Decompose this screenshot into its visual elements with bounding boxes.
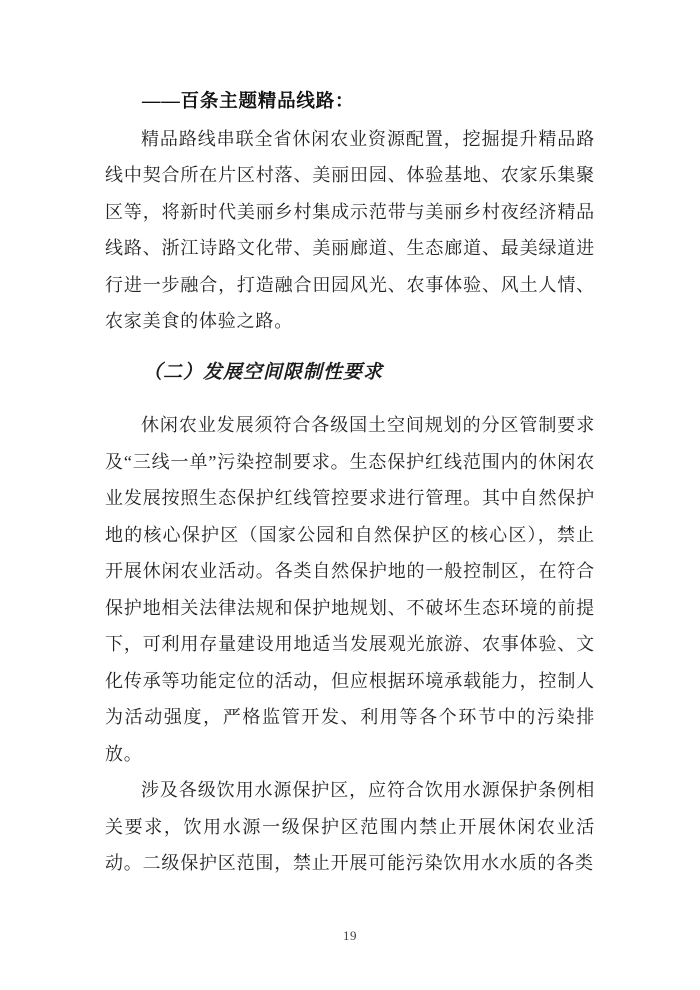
paragraph-water-source: 涉及各级饮用水源保护区，应符合饮用水源保护条例相关要求，饮用水源一级保护区范围内禁止开展休闲农业活动。二级保护区范围，禁止开展可能污染饮用水水质的各类	[105, 780, 595, 873]
heading-topic-lines: ——百条主题精品线路：	[142, 92, 355, 112]
paragraph-space-limit: 休闲农业发展须符合各级国土空间规划的分区管制要求及“三线一单”污染控制要求。生态保护红线范围内的休闲农业发展按照生态保护红线管控要求进行管理。其中自然保护地的核心保护区（国家公园和自然保护区的核心区），禁止开展休闲农业活动。各类自然保护地的一般控制区，在符合保护地相关法律法规和保护地规划、不破坏生态环境的前提下，可利用存量建设用地适当发展观光旅游、农事体验、文化传承等功能定位的活动，但应根据环境承载能力，控制人为活动强度，严格监管开发、利用等各个环节中的污染排放。	[105, 415, 595, 764]
heading-section-2: （二）发展空间限制性要求	[143, 361, 384, 383]
page-content	[105, 84, 595, 882]
paragraph-topic-lines: 精品路线串联全省休闲农业资源配置，挖掘提升精品路线中契合所在片区村落、美丽田园、体验基地、农家乐集聚区等，将新时代美丽乡村集成示范带与美丽乡村夜经济精品线路、浙江诗路文化带、美丽廊道、生态廊道、最美绿道进行进一步融合，打造融合田园风光、农事体验、风土人情、农家美食的体验之路。	[105, 128, 595, 331]
page-number: 19	[343, 928, 357, 943]
